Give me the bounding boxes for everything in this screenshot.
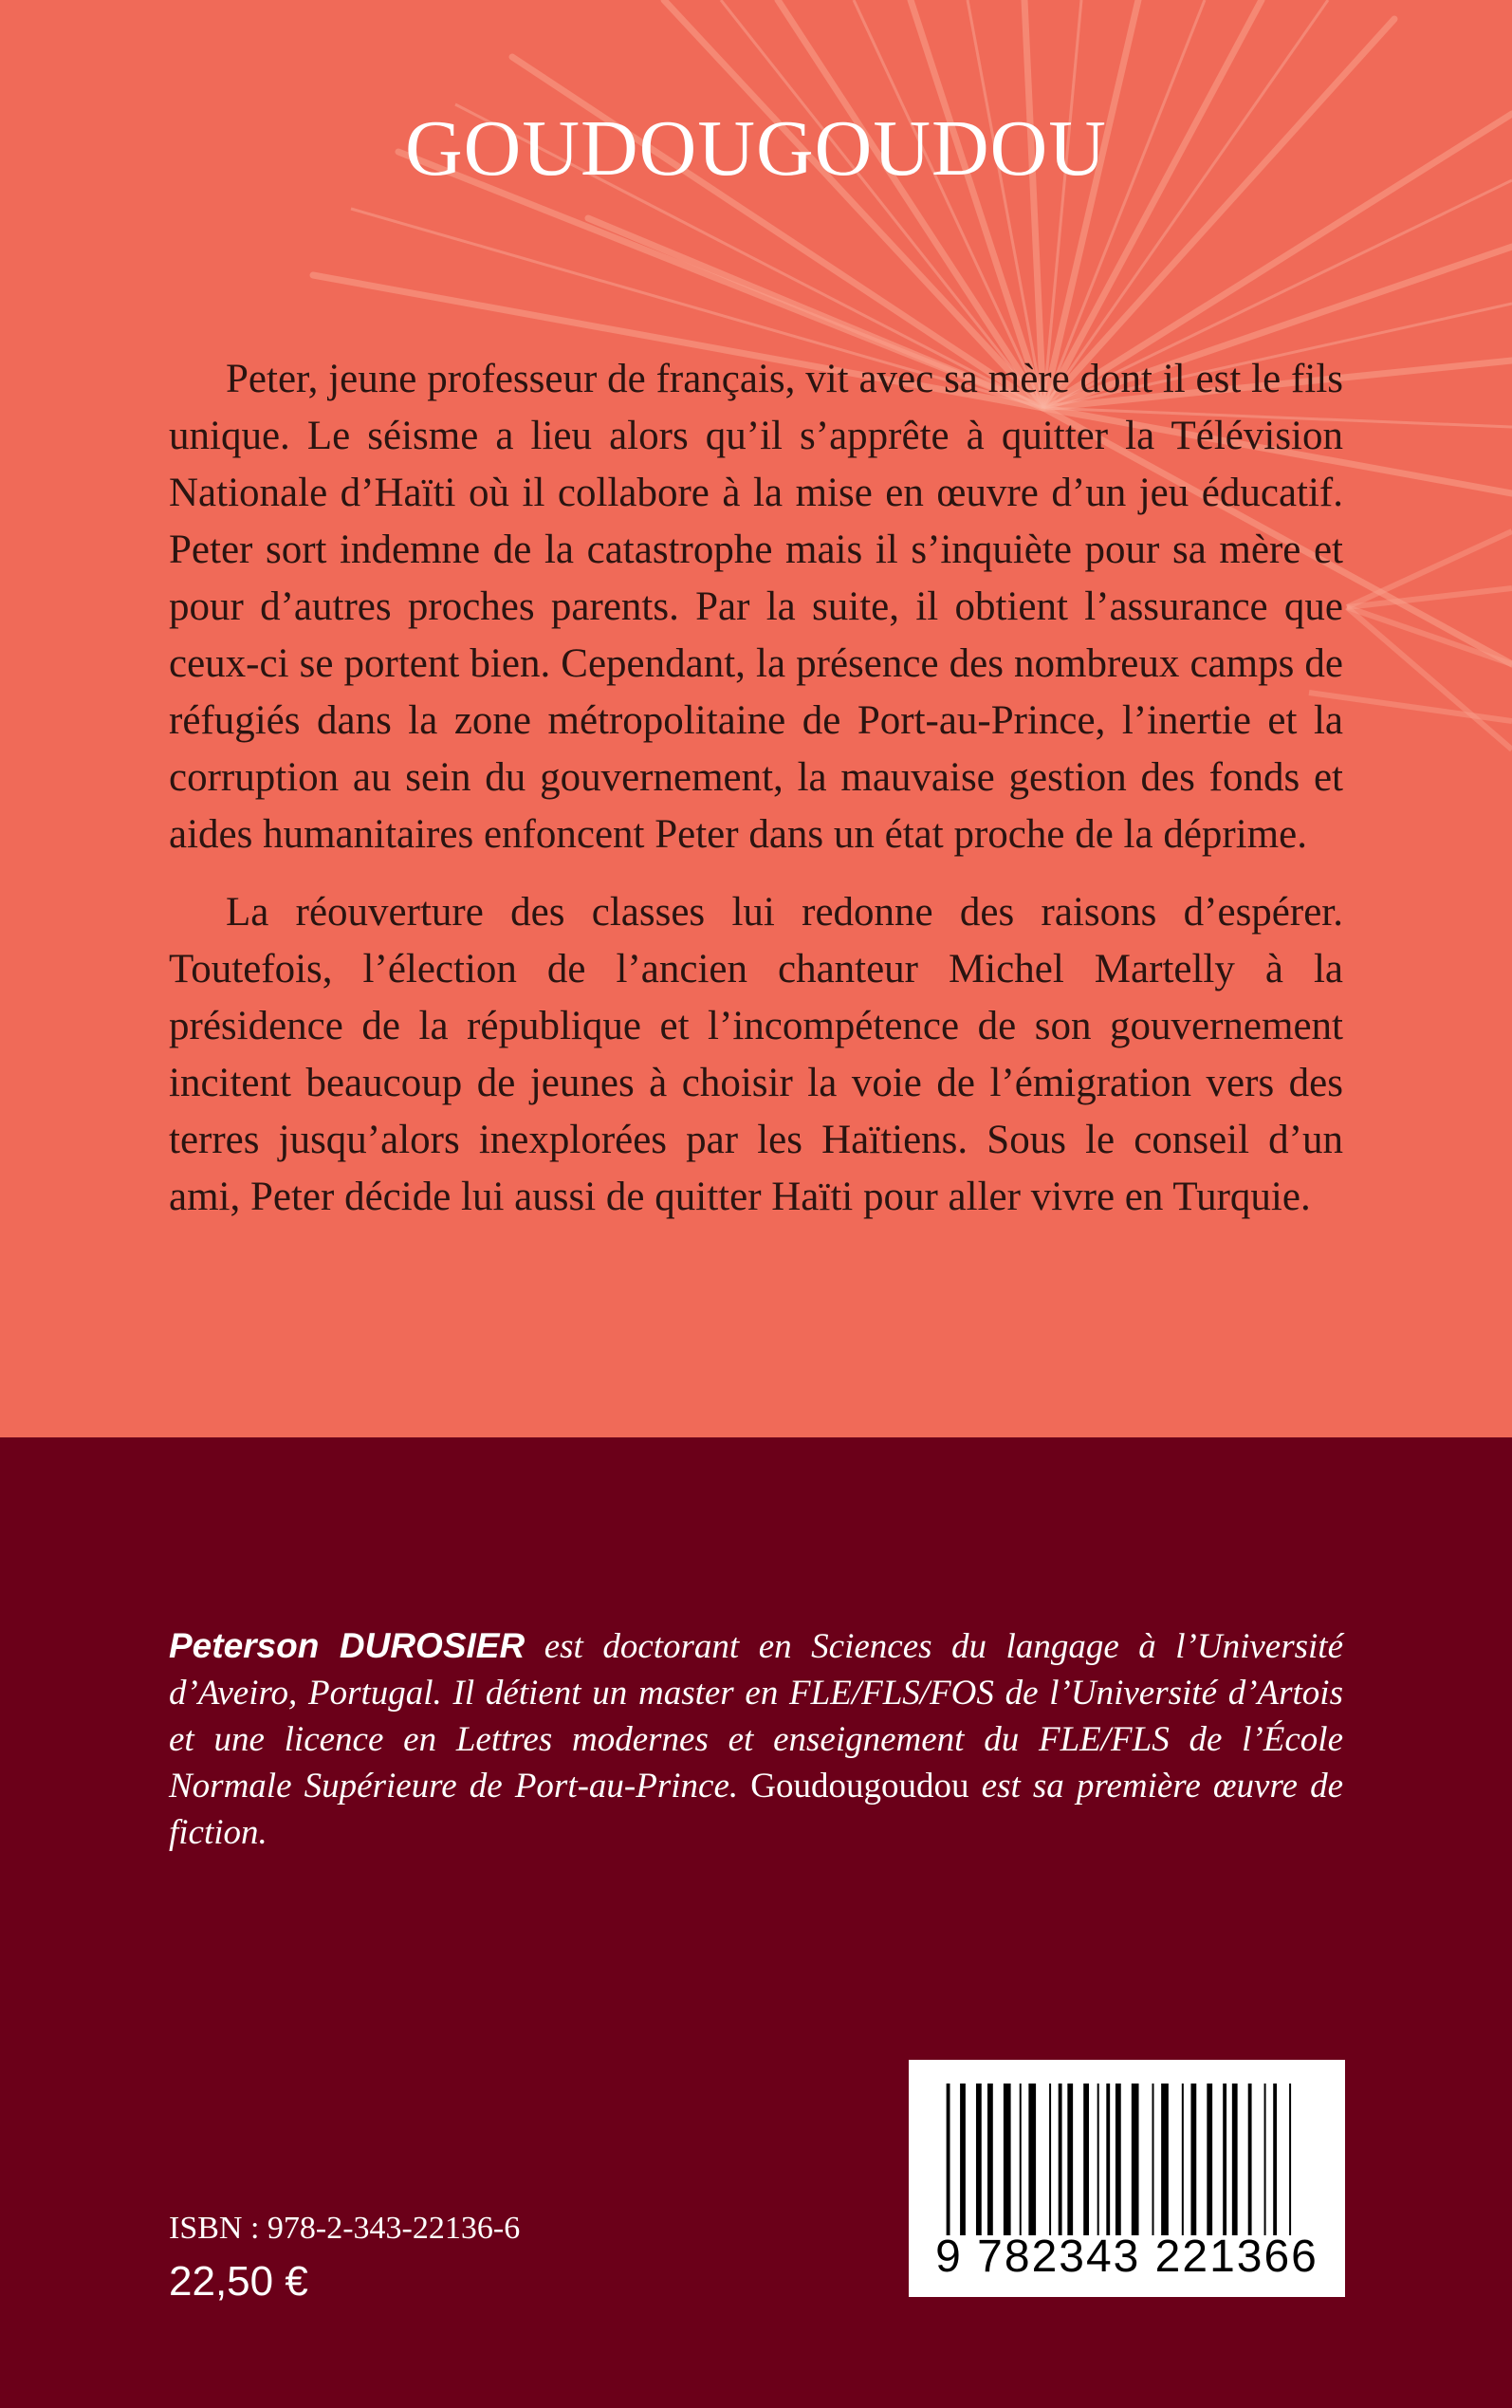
barcode-bar [1182, 2084, 1184, 2235]
synopsis-paragraph: La réouverture des classes lui redonne des raisons d’espérer. Toutefois, l’élection de l’ancien chanteur Michel Martelly à la présidence de la république et l’incompétence de son gouvernement incitent beaucoup de jeunes à choisir la voie de l’émigration vers des terres jusqu’alors inexplorées par les Haïtiens. Sous le conseil d’un ami, Peter décide lui aussi de quitter Haïti pour aller vivre en Turquie. [169, 890, 1343, 1219]
barcode-bar [1264, 2084, 1266, 2235]
barcode-bar [947, 2084, 950, 2235]
barcode-bar [1097, 2084, 1099, 2235]
barcode-bar [1020, 2084, 1022, 2235]
book-title: GOUDOUGOUDOU [405, 104, 1107, 193]
barcode-digits: 9 782343 221366 [935, 2232, 1318, 2282]
price: 22,50 € [169, 2258, 308, 2305]
barcode-bar [1049, 2084, 1051, 2235]
synopsis [169, 351, 1343, 1247]
barcode-bar [1004, 2084, 1011, 2235]
barcode-bar [1207, 2084, 1212, 2235]
barcode-bar [1116, 2084, 1121, 2235]
barcode-bars [937, 2084, 1317, 2235]
barcode-bar [960, 2084, 966, 2235]
barcode-bar [976, 2084, 982, 2235]
author-bio [169, 1622, 1343, 1856]
barcode-bar [1059, 2084, 1062, 2235]
barcode-bar [1190, 2084, 1196, 2235]
bio-text: est doctorant en Sciences du langage à l’Université d’Aveiro, Portugal. Il détient un master en FLE/FLS/FOS de l’Université d’Artois et une licence en Lettres modernes et enseignement du FLE/FLS de l’École Normale Supérieure de Port-au-Prince. [169, 1627, 1343, 1806]
barcode-bar [1132, 2084, 1139, 2235]
barcode [909, 2060, 1345, 2297]
barcode-bar [1152, 2084, 1154, 2235]
barcode-bar [1273, 2084, 1277, 2235]
synopsis-paragraph: Peter, jeune professeur de français, vit avec sa mère dont il est le fils unique. Le séisme a lieu alors qu’il s’apprête à quitter la Télévision Nationale d’Haïti où il collabore à la mise en œuvre d’un jeu éducatif. Peter sort indemne de la catastrophe mais il s’inquiète pour sa mère et pour d’autres proches parents. Par la suite, il obtient l’assurance que ceux-ci se portent bien. Cependant, la présence des nombreux camps de réfugiés dans la zone métropolitaine de Port-au-Prince, l’inertie et la corruption au sein du gouvernement, la mauvaise gestion des fonds et aides humanitaires enfoncent Peter dans un état proche de la déprime. [169, 357, 1343, 857]
isbn: ISBN : 978-2-343-22136-6 [169, 2211, 521, 2246]
barcode-bar [1083, 2084, 1089, 2235]
barcode-bar [1223, 2084, 1226, 2235]
barcode-bar [1248, 2084, 1252, 2235]
barcode-bar [1289, 2084, 1291, 2235]
author-name: Peterson DUROSIER [169, 1626, 526, 1665]
barcode-bar [1106, 2084, 1110, 2235]
work-title: Goudougoudou [750, 1767, 969, 1806]
barcode-bar [987, 2084, 993, 2235]
barcode-bar [1067, 2084, 1073, 2235]
barcode-bar [1232, 2084, 1238, 2235]
bio-text-end: est sa première œuvre de fiction. [169, 1767, 1343, 1852]
barcode-bar [1161, 2084, 1169, 2235]
barcode-bar [1028, 2084, 1036, 2235]
